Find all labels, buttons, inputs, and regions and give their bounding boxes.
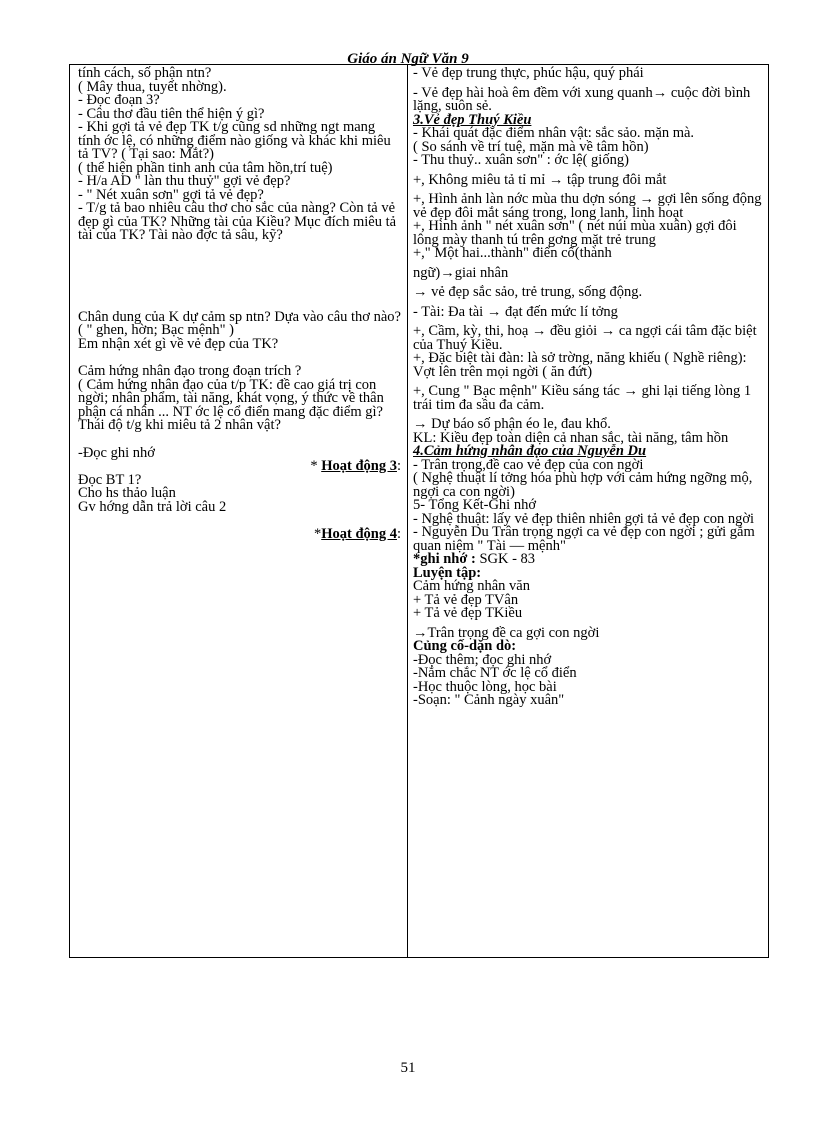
text-line: Thái độ t/g khi miêu tả 2 nhân vật?	[78, 417, 281, 433]
text-line: ( " ghen, hờn; Bạc mệnh" )	[78, 322, 235, 338]
text-line: ( So sánh về trí tuệ, mặn mà về tâm hồn)	[413, 138, 649, 155]
text-line: +, Cung " Bạc mệnh" Kiều sáng tác → ghi lại tiếng lòng 1 trái tim đa sầu đa cảm.	[413, 383, 752, 413]
text-line: - T/g tả bao nhiêu câu thơ cho sắc của nàng? Còn tả vẻ đẹp gì của TK? Những tài của Kiều? Mục đích miêu tả tài của TK? Tài nào đợc tả sâu, kỹ?	[78, 200, 397, 243]
text-line: → vẻ đẹp sắc sảo, trẻ trung, sống động.	[413, 284, 643, 300]
page-header: Giáo án Ngữ Văn 9	[347, 51, 469, 67]
text-line: Cảm hứng nhân đạo trong đoạn trích ?	[78, 363, 302, 379]
text-line: ( Mây thua, tuyết nhờng).	[78, 78, 227, 95]
text-line: Chân dung của K dự cảm sp ntn? Dựa vào câu thơ nào?	[78, 308, 401, 325]
content-column	[408, 65, 768, 957]
text-line: tính cách, số phận ntn?	[78, 65, 212, 81]
text-line: 5- Tổng Kết-Ghi nhớ	[413, 497, 536, 513]
read-notes-line: -Đọc ghi nhớ	[78, 444, 155, 461]
text-line: → Dự báo số phận éo le, đau khổ.	[413, 416, 611, 432]
text-line: -Nắm chắc NT ớc lệ cổ điển	[413, 665, 577, 681]
activity-3-heading: * Hoạt động 3:	[310, 458, 401, 474]
lesson-table	[69, 64, 769, 958]
page-number: 51	[400, 1060, 416, 1076]
text-line: - Nghệ thuật: lấy vẻ đẹp thiên nhiên gợi tả vẻ đẹp con ngời	[413, 510, 755, 527]
text-line: - Vẻ đẹp trung thực, phúc hậu, quý phái	[413, 65, 644, 81]
text-line: - Đọc đoạn 3?	[78, 92, 160, 108]
text-line: ngữ)→giai nhân	[413, 264, 509, 281]
text-line: -Đọc thêm; đọc ghi nhớ	[413, 651, 552, 668]
text-line: Gv hớng dẫn trả lời câu 2	[78, 498, 227, 515]
teacher-activity-column	[70, 65, 408, 957]
text-line: +, Hình ảnh " nét xuân sơn" ( nét núi mùa xuân) gợi đôi lông mày thanh tú trên gơng mặt trẻ trung	[413, 218, 737, 248]
text-line: -Soạn: " Cảnh ngày xuân"	[413, 692, 565, 708]
text-line: - Thu thuỷ.. xuân sơn" : ớc lệ( giống)	[413, 152, 629, 168]
text-line: - Trân trọng,đề cao vẻ đẹp của con ngời	[413, 456, 644, 473]
section-heading-3: 3.Vẻ đẹp Thuý Kiều	[413, 111, 532, 128]
text-line: ( Cảm hứng nhân đạo của t/p TK: đề cao giá trị con ngời; nhân phẩm, tài năng, khát vọng, ý thức về thân phận cá nhân ... NT ớc lệ cổ điển mang đặc điểm gì?	[78, 376, 384, 420]
text-line: →Trân trọng đề ca gợi con ngời	[413, 624, 600, 641]
text-line: ( Nghệ thuật lí tởng hóa phù hợp với cảm hứng ngỡng mộ, ngợi ca con ngời)	[413, 470, 753, 500]
review-heading: Củng cố-dặn dò:	[413, 638, 517, 654]
text-line: - Khái quát đặc điểm nhân vật: sắc sảo. mặn mà.	[413, 125, 695, 141]
text-line: - Nguyễn Du Trân trọng ngợi ca vẻ đẹp con ngời ; gửi gắm quan niệm " Tài — mệnh"	[413, 524, 755, 554]
text-line: +," Một hai...thành" điển cố(thành	[413, 245, 612, 261]
text-line: - H/a AD " làn thu thuỷ" gợi vẻ đẹp?	[78, 173, 291, 189]
text-line: KL: Kiều đẹp toàn diện cả nhan sắc, tài năng, tâm hồn	[413, 429, 729, 446]
memory-note-line: *ghi nhớ : SGK - 83	[413, 551, 536, 567]
text-line: + Tả vẻ đẹp TKiều	[413, 605, 523, 621]
text-line: - Vẻ đẹp hài hoà êm đềm với xung quanh→ cuộc đời bình lặng, suôn sẻ.	[413, 84, 751, 114]
text-line: +, Cầm, kỳ, thi, hoạ → đều giỏi → ca ngợi cái tâm đặc biệt của Thuý Kiều.	[413, 323, 757, 353]
text-line: +, Hình ảnh làn nớc mùa thu dợn sóng → gợi lên sống động vẻ đẹp đôi mắt sáng trong, long lanh, linh hoạt	[413, 191, 762, 221]
text-line: -Học thuộc lòng, học bài	[413, 678, 557, 695]
text-line: - " Nét xuân sơn" gợi tả vẻ đẹp?	[78, 186, 264, 203]
activity-4-heading: *Hoạt động 4:	[313, 526, 401, 542]
section-heading-4: 4.Cảm hứng nhân đạo của Nguyễn Du	[413, 443, 647, 459]
text-line: +, Đặc biệt tài đàn: là sở trờng, năng khiếu ( Nghề riêng): Vợt lên trên mọi ngời ( ăn đứt)	[413, 350, 747, 380]
text-line: Em nhận xét gì về vẻ đẹp của TK?	[78, 335, 279, 352]
text-line: ( thể hiện phần tinh anh của tâm hồn,trí tuệ)	[78, 159, 333, 176]
practice-heading: Luyện tập:	[413, 564, 482, 581]
text-line: Đọc BT 1?	[78, 471, 142, 488]
text-line: Cảm hứng nhân văn	[413, 578, 530, 594]
text-line: + Tả vẻ đẹp TVân	[413, 591, 519, 608]
text-line: +, Không miêu tả tỉ mỉ → tập trung đôi mắt	[413, 171, 667, 188]
text-line: Cho hs thảo luận	[78, 485, 176, 501]
text-line: - Tài: Đa tài → đạt đến mức lí tởng	[413, 303, 618, 320]
text-line: - Khi gợi tả vẻ đẹp TK t/g cũng sd những ngt mang tính ớc lệ, có những điểm nào giống và khác khi miêu tả TV? ( Tại sao: Mắt?)	[78, 119, 391, 162]
text-line: - Câu thơ đầu tiên thể hiện ý gì?	[78, 105, 265, 122]
